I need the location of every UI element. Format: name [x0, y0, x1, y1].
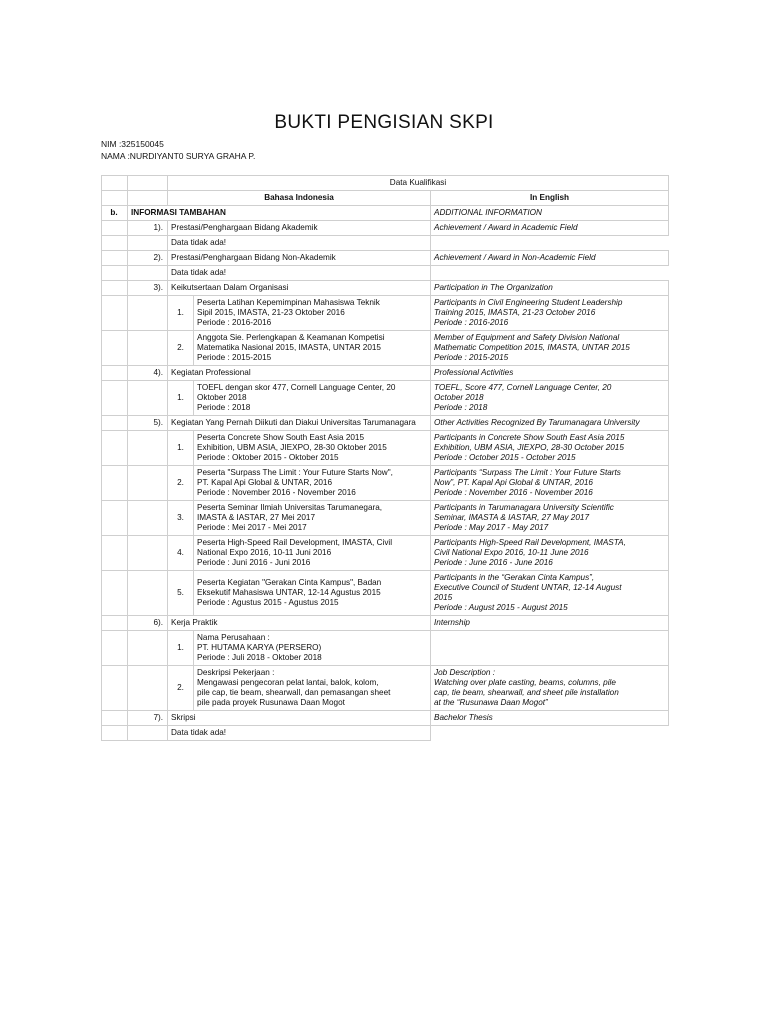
empty-cell [102, 501, 128, 536]
empty-cell [128, 296, 168, 331]
category-title-id: Kegiatan Yang Pernah Diikuti dan Diakui Universitas Tarumanagara [168, 416, 431, 431]
empty-cell [102, 251, 128, 266]
empty-cell [102, 536, 128, 571]
item-row [102, 501, 669, 536]
item-row [102, 666, 669, 711]
item-text-id [194, 666, 431, 711]
item-text-id [194, 431, 431, 466]
empty-cell [102, 331, 128, 366]
text-line: Exhibition, UBM ASIA, JIEXPO, 28-30 October 2015 [434, 443, 624, 452]
item-row [102, 381, 669, 416]
text-line: Periode : August 2015 - August 2015 [434, 603, 568, 612]
text-line: pile cap, tie beam, shearwall, dan pemasangan sheet [197, 688, 391, 697]
empty-cell [128, 331, 168, 366]
empty-cell [102, 281, 128, 296]
empty-cell [128, 381, 168, 416]
empty-cell [102, 466, 128, 501]
text-line: Matematika Nasional 2015, IMASTA, UNTAR 2015 [197, 343, 381, 352]
text-line: Anggota Sie. Perlengkapan & Keamanan Kompetisi [197, 333, 385, 342]
item-text-id [194, 296, 431, 331]
text-line: Nama Perusahaan : [197, 633, 270, 642]
category-number: 5). [128, 416, 168, 431]
nim-line: NIM :325150045 [101, 139, 164, 149]
text-line: PT. Kapal Api Global & UNTAR, 2016 [197, 478, 333, 487]
header-row-lang [102, 191, 669, 206]
empty-cell [431, 726, 669, 741]
text-line: Periode : Juni 2016 - Juni 2016 [197, 558, 311, 567]
text-line: IMASTA & IASTAR, 27 Mei 2017 [197, 513, 316, 522]
item-number: 1. [168, 296, 194, 331]
text-line: Periode : June 2016 - June 2016 [434, 558, 553, 567]
empty-cell [128, 266, 168, 281]
text-line: Mathematic Competition 2015, IMASTA, UNTAR 2015 [434, 343, 630, 352]
text-line: Periode : 2016-2016 [197, 318, 272, 327]
section-letter: b. [102, 206, 128, 221]
item-row [102, 331, 669, 366]
page-title: BUKTI PENGISIAN SKPI [274, 112, 494, 133]
text-line: Periode : October 2015 - October 2015 [434, 453, 576, 462]
empty-cell [102, 616, 128, 631]
empty-cell [102, 631, 128, 666]
item-number: 2. [168, 466, 194, 501]
category-title-id: Kegiatan Professional [168, 366, 431, 381]
no-data-text: Data tidak ada! [168, 726, 431, 741]
empty-cell [102, 266, 128, 281]
text-line: TOEFL dengan skor 477, Cornell Language Center, 20 [197, 383, 396, 392]
text-line: Periode : 2015-2015 [434, 353, 509, 362]
item-row [102, 466, 669, 501]
category-number: 2). [128, 251, 168, 266]
empty-cell [128, 571, 168, 616]
category-title-en: Professional Activities [431, 366, 669, 381]
section-row [102, 206, 669, 221]
item-number: 2. [168, 666, 194, 711]
category-number: 7). [128, 711, 168, 726]
skpi-table [101, 175, 669, 741]
item-text-en [431, 571, 669, 616]
text-line: Mengawasi pengecoran pelat lantai, balok, kolom, [197, 678, 379, 687]
text-line: Periode : Agustus 2015 - Agustus 2015 [197, 598, 339, 607]
empty-cell [128, 466, 168, 501]
text-line: Periode : Oktober 2015 - Oktober 2015 [197, 453, 339, 462]
text-line: Eksekutif Mahasiswa UNTAR, 12-14 Agustus 2015 [197, 588, 381, 597]
category-title-en: Participation in The Organization [431, 281, 669, 296]
text-line: Deskripsi Pekerjaan : [197, 668, 275, 677]
header-bahasa-indonesia: Bahasa Indonesia [168, 191, 431, 206]
text-line: Periode : 2018 [434, 403, 488, 412]
category-row-cat3 [102, 281, 669, 296]
text-line: Exhibition, UBM ASIA, JIEXPO, 28-30 Oktober 2015 [197, 443, 387, 452]
category-title-id: Prestasi/Penghargaan Bidang Akademik [168, 221, 431, 236]
no-data-text: Data tidak ada! [168, 236, 431, 251]
category-number: 6). [128, 616, 168, 631]
empty-cell [102, 431, 128, 466]
item-row [102, 631, 669, 666]
text-line: Periode : Mei 2017 - Mei 2017 [197, 523, 307, 532]
text-line: Periode : November 2016 - November 2016 [434, 488, 593, 497]
item-text-en [431, 381, 669, 416]
empty-cell [102, 571, 128, 616]
text-line: Participants in the “Gerakan Cinta Kampus”, [434, 573, 595, 582]
item-number: 2. [168, 331, 194, 366]
category-title-id: Keikutsertaan Dalam Organisasi [168, 281, 431, 296]
empty-cell [128, 501, 168, 536]
empty-cell [431, 236, 669, 251]
text-line: Participants in Civil Engineering Student Leadership [434, 298, 623, 307]
empty-cell [128, 726, 168, 741]
text-line: Periode : 2018 [197, 403, 251, 412]
text-line: Peserta High-Speed Rail Development, IMASTA, Civil [197, 538, 393, 547]
category-title-en: Other Activities Recognized By Tarumanagara University [431, 416, 669, 431]
text-line: at the “Rusunawa Daan Mogot” [434, 698, 548, 707]
empty-cell [102, 666, 128, 711]
text-line: Oktober 2018 [197, 393, 247, 402]
text-line: Training 2015, IMASTA, 21-23 October 2016 [434, 308, 596, 317]
item-text-id [194, 631, 431, 666]
header-in-english: In English [431, 191, 669, 206]
empty-cell [102, 381, 128, 416]
empty-cell [102, 221, 128, 236]
text-line: Periode : 2015-2015 [197, 353, 272, 362]
text-line: Periode : May 2017 - May 2017 [434, 523, 549, 532]
item-text-id [194, 381, 431, 416]
text-line: Seminar, IMASTA & IASTAR, 27 May 2017 [434, 513, 590, 522]
item-row [102, 431, 669, 466]
empty-cell [102, 366, 128, 381]
text-line: Periode : 2016-2016 [434, 318, 509, 327]
text-line: Peserta Seminar Ilmiah Universitas Tarumanegara, [197, 503, 383, 512]
text-line: Sipil 2015, IMASTA, 21-23 Oktober 2016 [197, 308, 345, 317]
item-number: 1. [168, 631, 194, 666]
category-row-cat2 [102, 251, 669, 266]
empty-cell [102, 236, 128, 251]
item-text-en [431, 666, 669, 711]
item-text-id [194, 331, 431, 366]
nama-line: NAMA :NURDIYANT0 SURYA GRAHA P. [101, 151, 256, 161]
category-title-en: Achievement / Award in Academic Field [431, 221, 669, 236]
text-line: National Expo 2016, 10-11 Juni 2016 [197, 548, 332, 557]
text-line: Periode : November 2016 - November 2016 [197, 488, 356, 497]
text-line: Peserta Concrete Show South East Asia 2015 [197, 433, 365, 442]
empty-cell [102, 296, 128, 331]
item-text-id [194, 536, 431, 571]
section-title-id: INFORMASI TAMBAHAN [128, 206, 431, 221]
text-line: PT. HUTAMA KARYA (PERSERO) [197, 643, 322, 652]
text-line: Periode : Juli 2018 - Oktober 2018 [197, 653, 322, 662]
empty-cell [102, 416, 128, 431]
text-line: 2015 [434, 593, 453, 602]
item-row [102, 571, 669, 616]
empty-cell [102, 711, 128, 726]
text-line: Now”, PT. Kapal Api Global & UNTAR, 2016 [434, 478, 593, 487]
category-title-id: Skripsi [168, 711, 431, 726]
item-text-en [431, 431, 669, 466]
category-number: 3). [128, 281, 168, 296]
item-number: 3. [168, 501, 194, 536]
category-number: 1). [128, 221, 168, 236]
item-number: 4. [168, 536, 194, 571]
section-title-en: ADDITIONAL INFORMATION [431, 206, 669, 221]
text-line: Peserta Latihan Kepemimpinan Mahasiswa Teknik [197, 298, 380, 307]
item-text-id [194, 571, 431, 616]
empty-cell [128, 236, 168, 251]
no-data-row [102, 266, 669, 281]
item-text-en [431, 631, 669, 666]
category-title-en: Internship [431, 616, 669, 631]
item-text-id [194, 466, 431, 501]
text-line: Participants High-Speed Rail Development, IMASTA, [434, 538, 626, 547]
no-data-row [102, 726, 669, 741]
empty-cell [128, 631, 168, 666]
text-line: October 2018 [434, 393, 484, 402]
category-title-en: Achievement / Award in Non-Academic Field [431, 251, 669, 266]
text-line: Peserta "Surpass The Limit : Your Future Starts Now", [197, 468, 393, 477]
item-text-en [431, 536, 669, 571]
text-line: Executive Council of Student UNTAR, 12-14 August [434, 583, 622, 592]
category-number: 4). [128, 366, 168, 381]
no-data-text: Data tidak ada! [168, 266, 431, 281]
category-row-cat7 [102, 711, 669, 726]
header-data-kualifikasi: Data Kualifikasi [168, 176, 669, 191]
empty-cell [128, 431, 168, 466]
item-row [102, 296, 669, 331]
text-line: Participants in Tarumanagara University Scientific [434, 503, 614, 512]
text-line: Watching over plate casting, beams, columns, pile [434, 678, 616, 687]
text-line: pile pada proyek Rusunawa Daan Mogot [197, 698, 345, 707]
item-text-en [431, 501, 669, 536]
item-text-id [194, 501, 431, 536]
no-data-row [102, 236, 669, 251]
item-number: 1. [168, 381, 194, 416]
category-row-cat4 [102, 366, 669, 381]
text-line: Participants “Surpass The Limit : Your Future Starts [434, 468, 621, 477]
item-text-en [431, 466, 669, 501]
item-number: 5. [168, 571, 194, 616]
category-row-cat6 [102, 616, 669, 631]
category-title-en: Bachelor Thesis [431, 711, 669, 726]
text-line: Participants in Concrete Show South East Asia 2015 [434, 433, 625, 442]
category-row-cat5 [102, 416, 669, 431]
text-line: Job Description : [434, 668, 495, 677]
empty-cell [128, 666, 168, 711]
category-title-id: Kerja Praktik [168, 616, 431, 631]
text-line: Civil National Expo 2016, 10-11 June 2016 [434, 548, 589, 557]
text-line: TOEFL, Score 477, Cornell Language Center, 20 [434, 383, 612, 392]
category-title-id: Prestasi/Penghargaan Bidang Non-Akademik [168, 251, 431, 266]
header-row-main [102, 176, 669, 191]
item-row [102, 536, 669, 571]
item-text-en [431, 296, 669, 331]
text-line: Member of Equipment and Safety Division National [434, 333, 620, 342]
empty-cell [128, 536, 168, 571]
empty-cell [431, 266, 669, 281]
text-line: Peserta Kegiatan "Gerakan Cinta Kampus", Badan [197, 578, 382, 587]
item-text-en [431, 331, 669, 366]
category-row-cat1 [102, 221, 669, 236]
item-number: 1. [168, 431, 194, 466]
empty-cell [102, 726, 128, 741]
text-line: cap, tie beam, shearwall, and sheet pile installation [434, 688, 619, 697]
